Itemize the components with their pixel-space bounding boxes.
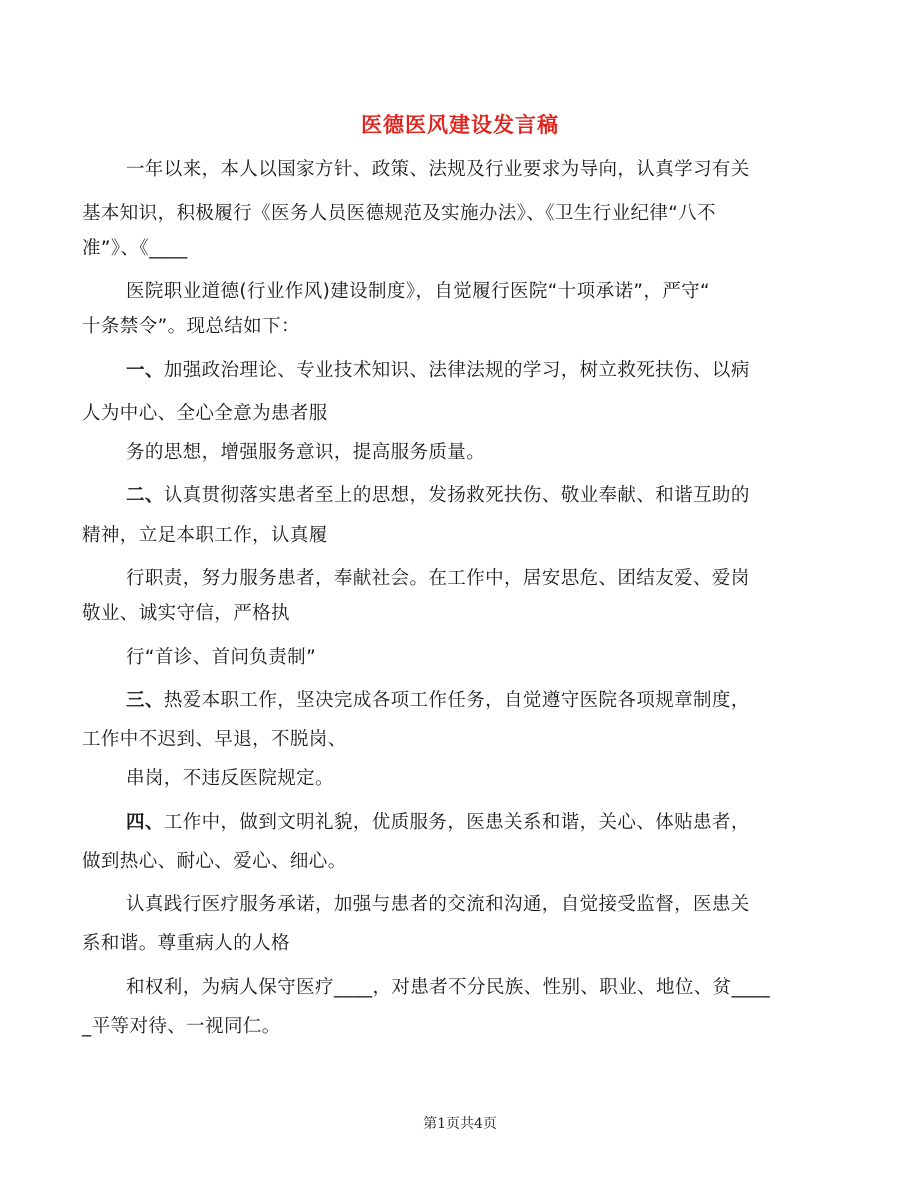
page-number: 第1页共4页 [423, 1116, 497, 1132]
paragraph-line: 精神，立足本职工作，认真履 [82, 525, 328, 546]
section-marker: 三、 [126, 690, 164, 711]
section-line [126, 482, 750, 510]
section-text: 认真贯彻落实患者至上的思想，发扬救死扶伤、敬业奉献、和谐互助的 [163, 485, 750, 506]
paragraph-line: 行职责，努力服务患者，奉献社会。在工作中，居安思危、团结友爱、爱岗 [126, 568, 750, 589]
section-marker: 二、 [126, 485, 164, 506]
section-text: 加强政治理论、专业技术知识、法律法规的学习，树立救死扶伤、以病 [163, 360, 750, 381]
paragraph-line: 行“首诊、首问负责制” [126, 647, 317, 668]
paragraph-line: 认真践行医疗服务承诺，加强与患者的交流和沟通，自觉接受监督，医患关 [126, 894, 750, 915]
paragraph-line: 系和谐。尊重病人的人格 [82, 933, 290, 954]
paragraph-line: 务的思想，增强服务意识，提高服务质量。 [126, 442, 486, 463]
section-text: 热爱本职工作，坚决完成各项工作任务，自觉遵守医院各项规章制度， [163, 690, 750, 711]
paragraph-line: 医院职业道德(行业作风)建设制度》，自觉履行医院“十项承诺”，严守“ [126, 281, 711, 302]
section-line [126, 809, 750, 837]
document-title: 医德医风建设发言稿 [361, 112, 559, 137]
paragraph-line: 基本知识，积极履行《医务人员医德规范及实施办法》、《卫生行业纪律“八不 [82, 203, 717, 224]
paragraph-line: 一年以来，本人以国家方针、政策、法规及行业要求为导向，认真学习有关 [126, 159, 750, 180]
paragraph-line: _平等对待、一视同仁。 [82, 1016, 281, 1037]
section-line [126, 357, 750, 385]
paragraph-line: 和权利，为病人保守医疗____，对患者不分民族、性别、职业、地位、贫____ [126, 977, 771, 998]
section-text: 工作中，做到文明礼貌，优质服务，医患关系和谐，关心、体贴患者， [163, 812, 750, 833]
section-marker: 四、 [126, 812, 164, 833]
section-marker: 一、 [126, 360, 164, 381]
paragraph-line: 串岗，不违反医院规定。 [126, 768, 334, 789]
paragraph-line: 做到热心、耐心、爱心、细心。 [82, 851, 347, 872]
paragraph-line: 准”》、《____ [82, 238, 188, 259]
section-line [126, 687, 750, 715]
paragraph-line: 人为中心、全心全意为患者服 [82, 403, 328, 424]
paragraph-line: 敬业、诚实守信，严格执 [82, 603, 290, 624]
paragraph-line: 工作中不迟到、早退，不脱岗、 [82, 729, 347, 750]
paragraph-line: 十条禁令”。现总结如下： [82, 316, 300, 337]
